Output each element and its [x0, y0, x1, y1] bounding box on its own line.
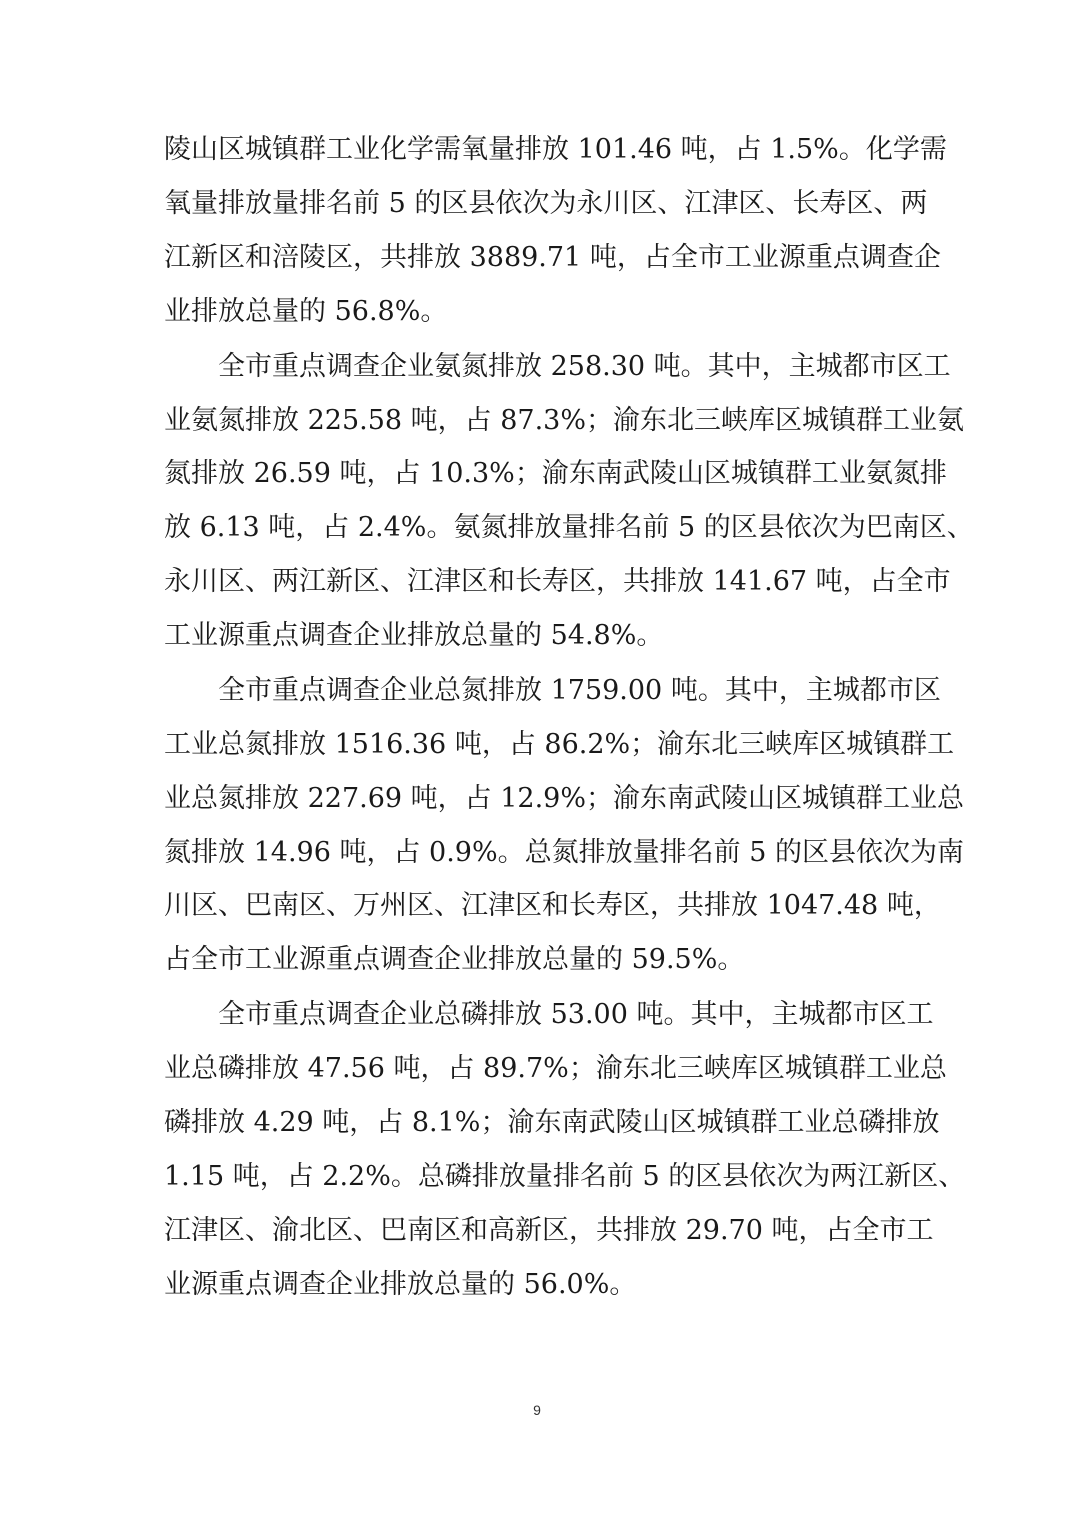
text-line: 工业源重点调查企业排放总量的 54.8%。	[164, 620, 664, 651]
text-line: 永川区、两江新区、江津区和长寿区，共排放 141.67 吨，占全市	[164, 566, 951, 597]
page-number: 9	[533, 1402, 541, 1418]
text-line: 全市重点调查企业总氮排放 1759.00 吨。其中，主城都市区	[218, 675, 941, 706]
text-line: 放 6.13 吨，占 2.4%。氨氮排放量排名前 5 的区县依次为巴南区、	[164, 512, 974, 543]
text-line: 占全市工业源重点调查企业排放总量的 59.5%。	[164, 944, 745, 975]
text-line: 业排放总量的 56.8%。	[164, 296, 448, 327]
text-line: 江津区、渝北区、巴南区和高新区，共排放 29.70 吨，占全市工	[164, 1215, 934, 1246]
text-line: 业总磷排放 47.56 吨，占 89.7%；渝东北三峡库区城镇群工业总	[164, 1053, 947, 1084]
text-line: 江新区和涪陵区，共排放 3889.71 吨，占全市工业源重点调查企	[164, 242, 941, 273]
text-line: 业总氮排放 227.69 吨，占 12.9%；渝东南武陵山区城镇群工业总	[164, 783, 964, 814]
text-line: 氧量排放量排名前 5 的区县依次为永川区、江津区、长寿区、两	[164, 188, 928, 219]
text-line: 工业总氮排放 1516.36 吨，占 86.2%；渝东北三峡库区城镇群工	[164, 729, 955, 760]
text-line: 川区、巴南区、万州区、江津区和长寿区，共排放 1047.48 吨，	[164, 890, 941, 921]
text-line: 陵山区城镇群工业化学需氧量排放 101.46 吨，占 1.5%。化学需	[164, 134, 947, 165]
text-line: 1.15 吨，占 2.2%。总磷排放量排名前 5 的区县依次为两江新区、	[164, 1161, 966, 1192]
text-line: 磷排放 4.29 吨，占 8.1%；渝东南武陵山区城镇群工业总磷排放	[164, 1107, 940, 1138]
text-line: 氮排放 26.59 吨，占 10.3%；渝东南武陵山区城镇群工业氨氮排	[164, 458, 947, 489]
text-line: 业氨氮排放 225.58 吨，占 87.3%；渝东北三峡库区城镇群工业氨	[164, 405, 964, 436]
text-line: 全市重点调查企业氨氮排放 258.30 吨。其中，主城都市区工	[218, 351, 951, 382]
text-line: 业源重点调查企业排放总量的 56.0%。	[164, 1269, 637, 1300]
text-line: 氮排放 14.96 吨，占 0.9%。总氮排放量排名前 5 的区县依次为南	[164, 837, 964, 868]
text-line: 全市重点调查企业总磷排放 53.00 吨。其中，主城都市区工	[218, 999, 934, 1030]
